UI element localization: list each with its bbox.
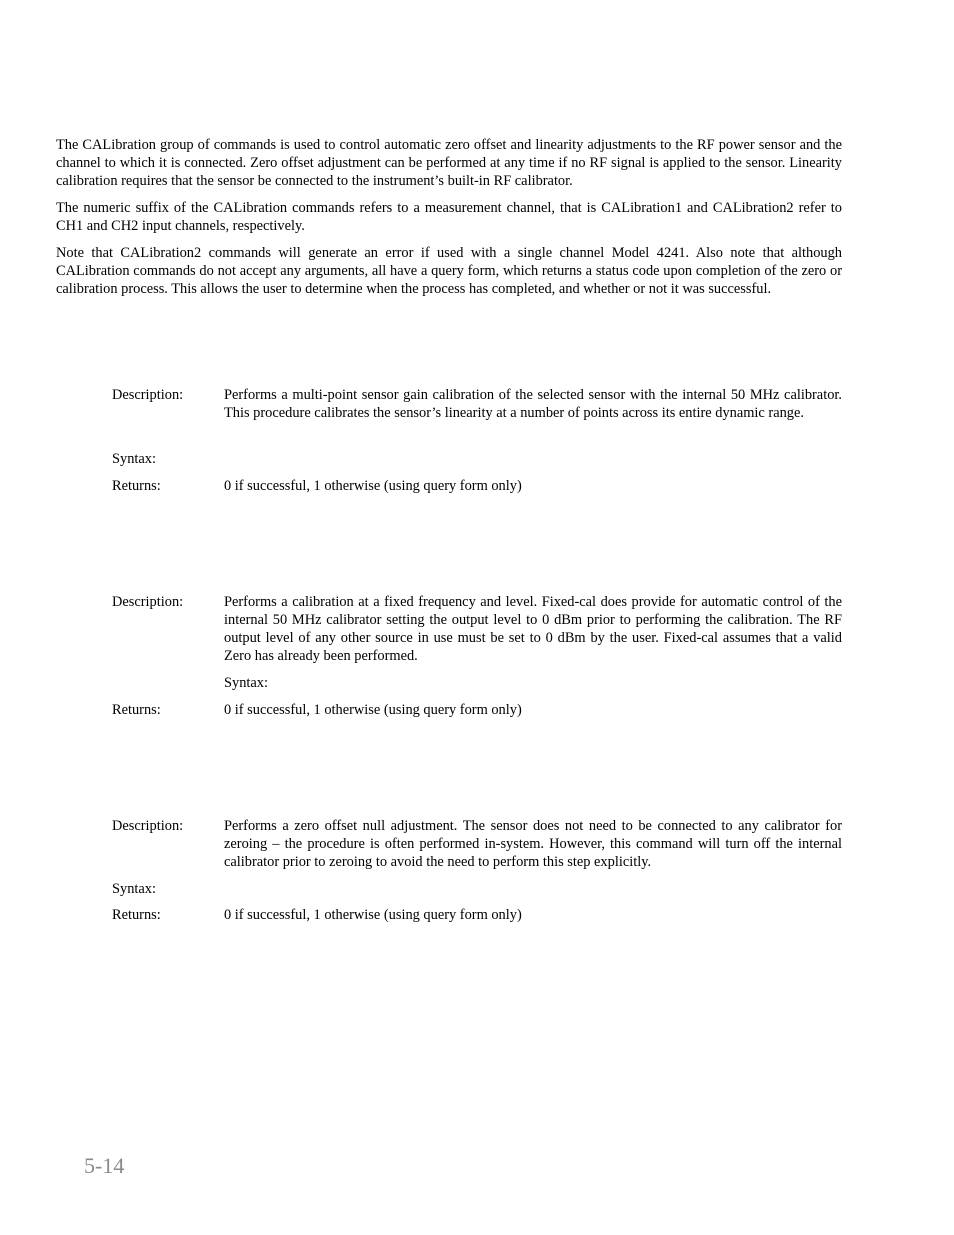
returns-text: 0 if successful, 1 otherwise (using query form only) [224,702,522,718]
intro-paragraph-3: Note that CALibration2 commands will generate an error if used with a single channel Model 4241. Also note that although CALibration commands do not accept any arguments, all have a query form, which returns a status code upon completion of the zero or calibration process. This allows the user to determine when the process has completed, and whether or not it was successful. [56,245,842,297]
intro-paragraph-2: The numeric suffix of the CALibration commands refers to a measurement channel, that is CALibration1 and CALibration2 refer to CH1 and CH2 input channels, respectively. [56,200,842,234]
syntax-label: Syntax: [112,451,156,467]
description-text: Performs a multi-point sensor gain calibration of the selected sensor with the internal 50 MHz calibrator. This procedure calibrates the sensor’s linearity at a number of points across its entire dynamic range. [224,387,842,421]
description-label: Description: [112,594,184,610]
page-number: 5-14 [84,1153,125,1178]
description-text: Performs a calibration at a fixed frequency and level. Fixed-cal does provide for automatic control of the internal 50 MHz calibrator setting the output level to 0 dBm prior to performing the calibration. The RF output level of any other source in use must be set to 0 dBm by the user. Fixed-cal assumes that a valid Zero has already been performed. [224,594,842,664]
returns-label: Returns: [112,702,161,718]
intro-paragraph-1: The CALibration group of commands is used to control automatic zero offset and linearity adjustments to the RF power sensor and the channel to which it is connected. Zero offset adjustment can be performed at any time if no RF signal is applied to the sensor. Linearity calibration requires that the sensor be connected to the instrument’s built-in RF calibrator. [56,137,842,189]
description-text: Performs a zero offset null adjustment. The sensor does not need to be connected to any calibrator for zeroing – the procedure is often performed in-system. However, this command will turn off the internal calibrator prior to zeroing to avoid the need to perform this step explicitly. [224,818,842,870]
returns-text: 0 if successful, 1 otherwise (using query form only) [224,907,522,923]
returns-text: 0 if successful, 1 otherwise (using query form only) [224,478,522,494]
syntax-label: Syntax: [112,881,156,897]
returns-label: Returns: [112,478,161,494]
syntax-label: Syntax: [224,675,268,691]
returns-label: Returns: [112,907,161,923]
description-label: Description: [112,818,184,834]
description-label: Description: [112,387,184,403]
